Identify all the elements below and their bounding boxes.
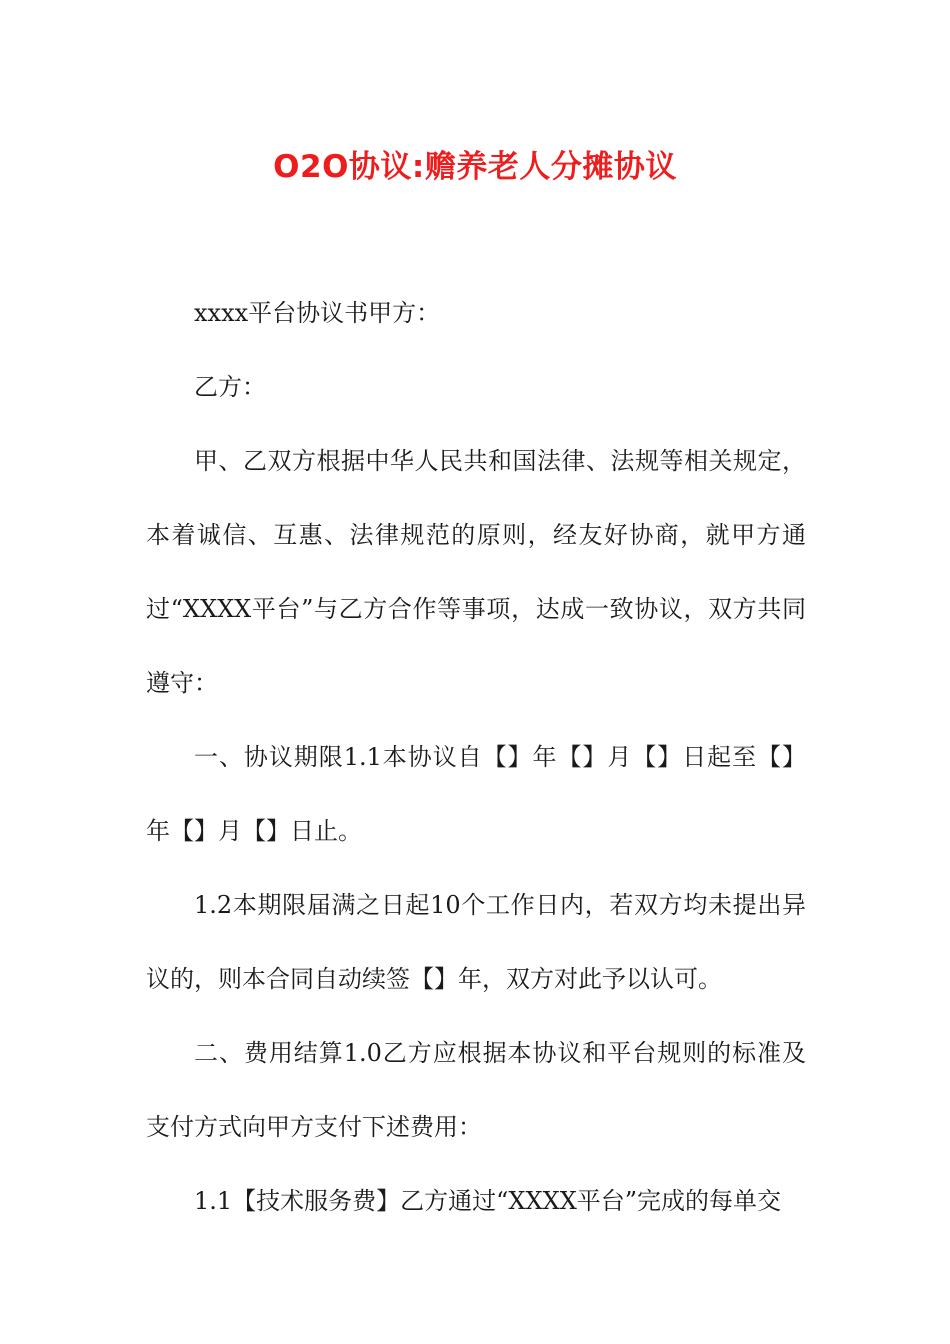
paragraph-party-b: 乙方： bbox=[194, 373, 266, 401]
paragraph-service-fee: 1.1【技术服务费】乙方通过“XXXX平台”完成的每单交 bbox=[194, 1187, 782, 1215]
paragraph-renewal: 1.2本期限届满之日起10个工作日内，若双方均未提出异议的，则本合同自动续签【】年，双方对此予以认可。 bbox=[146, 891, 806, 993]
paragraph-party-a: xxxx平台协议书甲方： bbox=[194, 299, 441, 327]
document-body bbox=[146, 276, 806, 1238]
paragraph-fees: 二、费用结算1.0乙方应根据本协议和平台规则的标准及支付方式向甲方支付下述费用： bbox=[146, 1039, 806, 1141]
paragraph-term: 一、协议期限1.1本协议自【】年【】月【】日起至【】年【】月【】日止。 bbox=[146, 743, 806, 845]
document-title: O2O协议:赡养老人分摊协议 bbox=[273, 149, 677, 185]
paragraph-preamble: 甲、乙双方根据中华人民共和国法律、法规等相关规定，本着诚信、互惠、法律规范的原则，经友好协商，就甲方通过“XXXX平台”与乙方合作等事项，达成一致协议，双方共同遵守： bbox=[146, 447, 806, 697]
